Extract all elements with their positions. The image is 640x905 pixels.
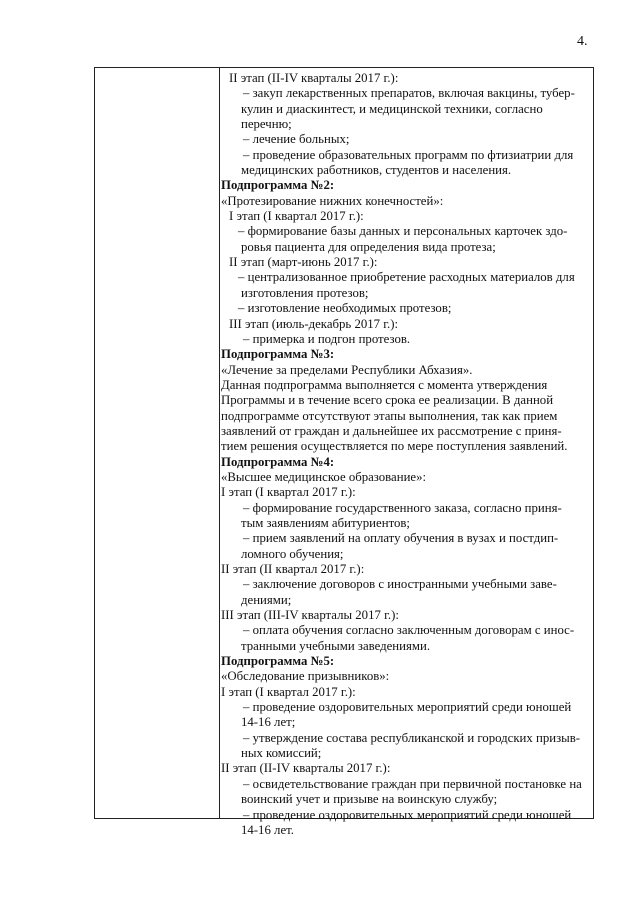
text-line: тым заявлениям абитуриентов; [241,515,410,530]
text-line: Программы и в течение всего срока ее реализации. В данной [221,393,554,408]
text-line: «Обследование призывников»: [221,669,390,684]
text-line: – проведение оздоровительных мероприятий среди юношей [243,700,572,715]
page-number: 4. [577,34,588,49]
text-line: II этап (II-IV кварталы 2017 г.): [229,71,399,85]
text-line: – проведение образовательных программ по фтизиатрии для [243,147,574,162]
text-line: Данная подпрограмма выполняется с момента утверждения [221,377,548,392]
text-line: – лечение больных; [243,132,350,147]
text-line: 14-16 лет. [241,822,294,837]
subprogram-heading: Подпрограмма №4: [221,454,335,469]
text-line: – централизованное приобретение расходных материалов для [238,270,575,285]
table-content-cell [221,71,591,838]
text-line: тием решения осуществляется по мере поступления заявлений. [221,439,568,454]
text-line: «Лечение за пределами Республики Абхазия». [221,362,473,377]
document-table [94,67,594,837]
column-divider [219,68,220,818]
text-line: ровья пациента для определения вида протеза; [241,239,496,254]
text-line: – оплата обучения согласно заключенным договорам с инос- [243,623,575,638]
text-line: «Протезирование нижних конечностей»: [221,193,444,208]
text-line: – закуп лекарственных препаратов, включая вакцины, тубер- [243,86,575,101]
text-line: II этап (II-IV кварталы 2017 г.): [221,761,391,776]
text-line: «Высшее медицинское образование»: [221,469,427,484]
text-line: II этап (март-июнь 2017 г.): [229,255,378,270]
text-line: III этап (июль-декабрь 2017 г.): [229,316,399,331]
text-line: кулин и диаскинтест, и медицинской техники, согласно [241,101,543,116]
text-line: подпрограмме отсутствуют этапы выполнения, так как прием [221,408,558,423]
text-line: – прием заявлений на оплату обучения в вузах и постдип- [243,531,559,546]
subprogram-heading: Подпрограмма №5: [221,654,335,669]
text-line: ных комиссий; [241,746,322,761]
text-line: – заключение договоров с иностранными учебными заве- [243,577,557,592]
text-line: транными учебными заведениями. [241,638,431,653]
text-line: I этап (I квартал 2017 г.): [221,684,356,699]
text-line: 14-16 лет; [241,715,296,730]
text-line: – освидетельствование граждан при первичной постановке на [243,776,582,791]
text-line: заявлений от граждан и дальнейшее их рассмотрение с приня- [221,423,562,438]
text-line: ломного обучения; [241,546,344,561]
text-line: медицинских работников, студентов и населения. [241,163,512,178]
text-line: изготовления протезов; [241,285,369,300]
text-line: III этап (III-IV кварталы 2017 г.): [221,608,399,623]
text-line: – формирование базы данных и персональных карточек здо- [238,224,568,239]
text-line: воинский учет и призыве на воинскую службу; [241,792,498,807]
text-line: – утверждение состава республиканской и городских призыв- [243,730,581,745]
text-line: – примерка и подгон протезов. [243,331,411,346]
text-line: – формирование государственного заказа, согласно приня- [243,500,562,515]
subprogram-heading: Подпрограмма №3: [221,347,335,362]
text-line: I этап (I квартал 2017 г.): [229,209,364,224]
text-line: I этап (I квартал 2017 г.): [221,485,356,500]
text-line: перечню; [241,117,292,132]
text-line: – изготовление необходимых протезов; [238,301,452,316]
text-line: II этап (II квартал 2017 г.): [221,562,365,576]
text-line: – проведение оздоровительных мероприятий среди юношей [243,807,572,822]
subprogram-heading: Подпрограмма №2: [221,178,335,193]
text-line: дениями; [241,592,292,607]
